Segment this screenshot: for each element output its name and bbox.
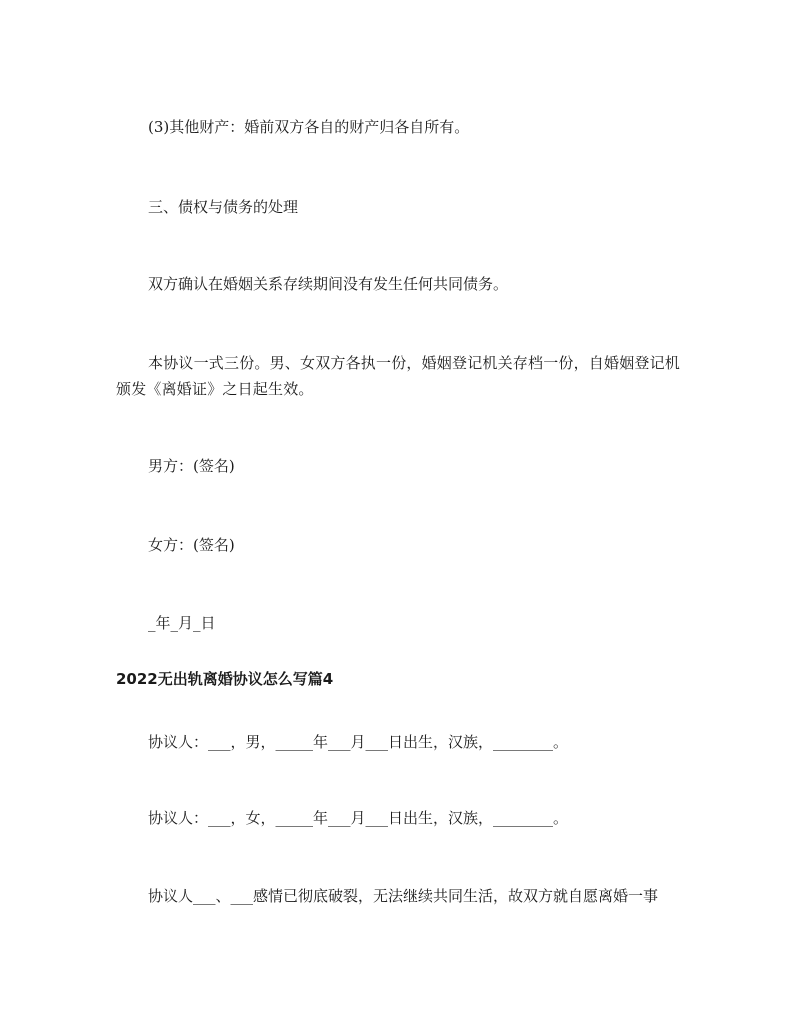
paragraph-female-signature: 女方：(签名) [148,536,235,554]
paragraph-no-debt: 双方确认在婚姻关系存续期间没有发生任何共同债务。 [148,275,509,293]
paragraph-male-signature: 男方：(签名) [148,457,235,475]
paragraph-debt-heading: 三、债权与债务的处理 [148,198,299,216]
paragraph-agreement-copies: 本协议一式三份。男、女双方各执一份，婚姻登记机关存档一份，自婚姻登记机颁发《离婚证》之日起生效。 [116,354,681,398]
section-heading: 2022无出轨离婚协议怎么写篇4 [116,670,334,688]
paragraph-other-property: (3)其他财产：婚前双方各自的财产归各自所有。 [148,118,470,136]
paragraph-relationship-breakdown: 协议人___、___感情已彻底破裂，无法继续共同生活，故双方就自愿离婚一事 [148,887,659,905]
paragraph-party-female: 协议人：___，女，_____年___月___日出生，汉族，________。 [148,809,569,827]
paragraph-party-male: 协议人：___，男，_____年___月___日出生，汉族，________。 [148,733,569,751]
paragraph-date: _年_月_日 [148,614,216,632]
